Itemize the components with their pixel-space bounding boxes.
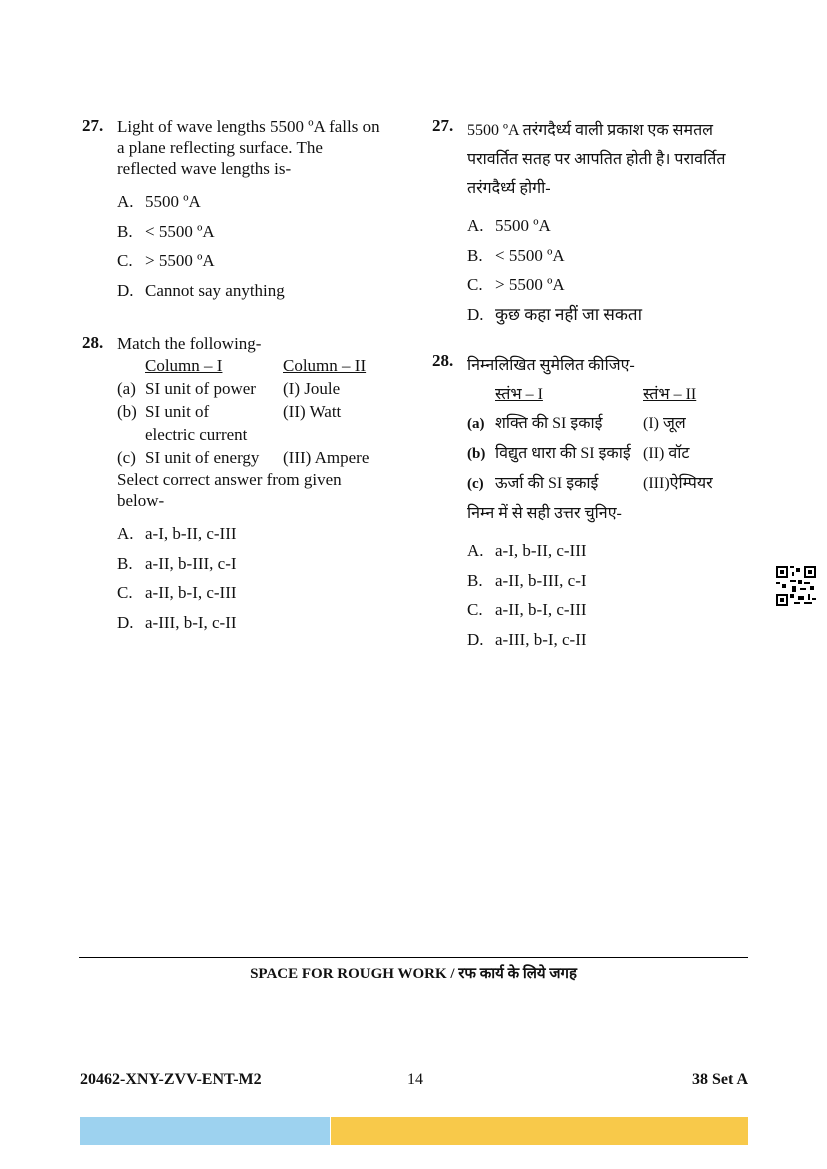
match-item: electric current xyxy=(145,425,248,444)
column-2-header: स्तंभ – II xyxy=(643,386,697,403)
question-number: 27. xyxy=(432,116,454,135)
match-label: (a) xyxy=(467,416,485,432)
match-answer: (III)ऐम्पियर xyxy=(643,475,713,492)
option-c xyxy=(467,595,732,625)
option-label: A. xyxy=(117,524,134,543)
match-item: शक्ति की SI इकाई xyxy=(495,415,603,432)
option-a xyxy=(467,211,732,241)
match-col1-cell xyxy=(467,469,643,499)
match-header-row xyxy=(117,354,382,377)
stem-line: a plane reflecting surface. The xyxy=(117,138,323,157)
question-number: 28. xyxy=(432,351,454,370)
option-b xyxy=(467,241,732,271)
footer-bar-blue xyxy=(80,1117,330,1145)
match-row xyxy=(117,400,382,423)
option-a xyxy=(467,536,732,566)
english-column xyxy=(82,116,382,637)
match-col1-cell xyxy=(117,400,283,423)
option-c xyxy=(117,578,382,608)
match-label: (b) xyxy=(467,446,486,462)
option-label: C. xyxy=(117,251,133,270)
match-answer: (II) वॉट xyxy=(643,445,690,462)
question-stem: निम्नलिखित सुमेलित कीजिए- xyxy=(467,357,635,374)
match-row xyxy=(117,446,382,469)
column-1-header: स्तंभ – I xyxy=(495,386,543,403)
set-label: 38 Set A xyxy=(692,1071,748,1088)
match-answer: (III) Ampere xyxy=(283,448,370,467)
match-label: (c) xyxy=(467,476,484,492)
option-b xyxy=(117,217,382,247)
question-number: 28. xyxy=(82,333,104,352)
option-c xyxy=(467,270,732,300)
match-col1-cell xyxy=(467,439,643,469)
question-28-hindi xyxy=(432,351,732,654)
match-label: (a) xyxy=(117,379,136,398)
match-row xyxy=(117,423,382,446)
option-label: A. xyxy=(467,541,484,560)
option-label: D. xyxy=(117,612,134,632)
match-col1-cell xyxy=(117,377,283,400)
option-a xyxy=(117,519,382,549)
match-header-row xyxy=(467,380,732,409)
column-2-header: Column – II xyxy=(283,356,367,375)
instruction: निम्न में से सही उत्तर चुनिए- xyxy=(467,505,622,522)
match-table xyxy=(467,380,732,499)
option-label: C. xyxy=(467,275,483,294)
options-list xyxy=(117,519,382,637)
match-col1-cell xyxy=(117,446,283,469)
option-text: 5500 ºA xyxy=(145,192,201,211)
option-text: a-III, b-I, c-II xyxy=(145,612,237,632)
match-answer: (II) Watt xyxy=(283,402,342,421)
match-item: SI unit of power xyxy=(145,379,256,398)
option-label: A. xyxy=(117,192,134,211)
option-b xyxy=(467,566,732,596)
match-item: ऊर्जा की SI इकाई xyxy=(495,475,599,492)
option-label: B. xyxy=(467,245,483,265)
option-text: < 5500 ºA xyxy=(495,245,565,265)
match-item: SI unit of xyxy=(145,402,210,421)
options-list xyxy=(467,211,732,329)
option-text: Cannot say anything xyxy=(145,280,285,300)
instruction xyxy=(117,469,382,511)
match-col1-cell xyxy=(467,409,643,439)
match-row xyxy=(467,469,732,499)
option-text: < 5500 ºA xyxy=(145,221,215,241)
option-text: a-II, b-I, c-III xyxy=(145,583,237,602)
question-28-english xyxy=(82,333,382,637)
hindi-column xyxy=(432,116,732,654)
match-col1-cell xyxy=(117,354,283,377)
question-stem: Match the following- xyxy=(117,334,262,353)
option-d xyxy=(467,300,732,330)
option-text: a-II, b-III, c-I xyxy=(495,570,587,590)
page-number: 14 xyxy=(407,1071,423,1088)
option-d xyxy=(117,608,382,638)
option-label: D. xyxy=(467,629,484,649)
option-label: D. xyxy=(117,280,134,300)
options-list xyxy=(117,187,382,305)
option-b xyxy=(117,549,382,579)
column-1-header: Column – I xyxy=(145,356,223,375)
option-a xyxy=(117,187,382,217)
rough-work-divider xyxy=(79,957,748,958)
question-27-english xyxy=(82,116,382,305)
question-stem xyxy=(467,116,732,203)
stem-line: तरंगदैर्ध्य होगी- xyxy=(467,180,551,197)
match-item: विद्युत धारा की SI इकाई xyxy=(495,445,631,462)
match-item: SI unit of energy xyxy=(145,448,260,467)
match-label: (c) xyxy=(117,448,136,467)
footer-bar-yellow xyxy=(331,1117,748,1145)
match-table xyxy=(117,354,382,469)
paper-code: 20462-XNY-ZVV-ENT-M2 xyxy=(80,1071,262,1088)
option-c xyxy=(117,246,382,276)
match-row xyxy=(467,409,732,439)
option-label: D. xyxy=(467,304,484,324)
option-d xyxy=(467,625,732,655)
rough-work-heading: SPACE FOR ROUGH WORK / रफ कार्य के लिये जगह xyxy=(250,966,577,982)
match-row xyxy=(117,377,382,400)
option-text: कुछ कहा नहीं जा सकता xyxy=(495,304,642,324)
instruction-line: below- xyxy=(117,491,165,510)
option-d xyxy=(117,276,382,306)
option-text: a-II, b-III, c-I xyxy=(145,553,237,573)
options-list xyxy=(467,536,732,654)
instruction-line: Select correct answer from given xyxy=(117,470,342,489)
stem-line: 5500 ºA तरंगदैर्ध्य वाली प्रकाश एक समतल xyxy=(467,122,714,139)
option-text: > 5500 ºA xyxy=(145,251,215,270)
stem-line: Light of wave lengths 5500 ºA falls on xyxy=(117,117,380,136)
option-label: B. xyxy=(117,221,133,241)
option-text: a-II, b-I, c-III xyxy=(495,600,587,619)
qr-code-icon xyxy=(776,566,816,606)
option-label: C. xyxy=(117,583,133,602)
match-col1-cell xyxy=(467,380,643,409)
question-stem xyxy=(117,116,382,179)
question-27-hindi xyxy=(432,116,732,329)
option-label: B. xyxy=(117,553,133,573)
option-text: a-I, b-II, c-III xyxy=(145,524,237,543)
match-answer: (I) Joule xyxy=(283,379,341,398)
stem-line: परावर्तित सतह पर आपतित होती है। परावर्तित xyxy=(467,151,726,168)
match-answer: (I) जूल xyxy=(643,415,686,432)
match-row xyxy=(467,439,732,469)
option-text: a-I, b-II, c-III xyxy=(495,541,587,560)
match-label: (b) xyxy=(117,402,137,421)
stem-line: reflected wave lengths is- xyxy=(117,159,292,178)
option-text: a-III, b-I, c-II xyxy=(495,629,587,649)
option-text: > 5500 ºA xyxy=(495,275,565,294)
question-number: 27. xyxy=(82,116,104,135)
option-label: C. xyxy=(467,600,483,619)
option-text: 5500 ºA xyxy=(495,216,551,235)
option-label: B. xyxy=(467,570,483,590)
option-label: A. xyxy=(467,216,484,235)
match-col1-cell xyxy=(117,423,283,446)
